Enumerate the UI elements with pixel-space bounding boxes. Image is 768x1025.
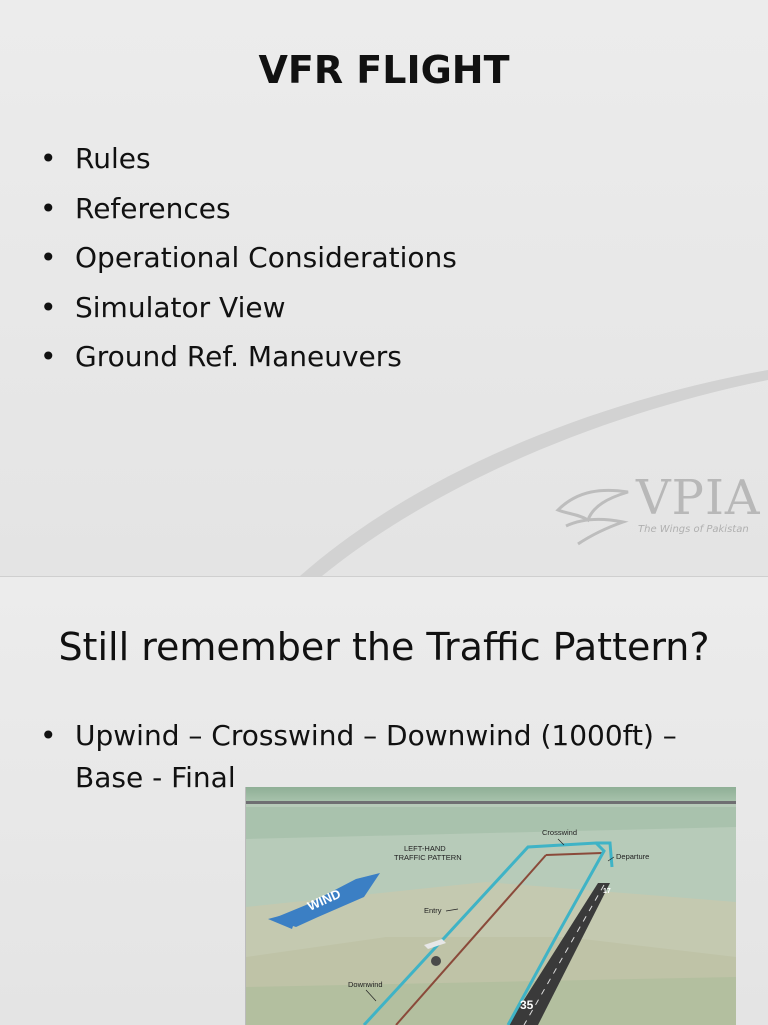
pattern-label-line1: LEFT-HAND — [404, 844, 446, 853]
slide-traffic-pattern — [0, 577, 768, 1025]
departure-label: Departure — [616, 852, 650, 861]
pattern-label-line2: TRAFFIC PATTERN — [394, 853, 462, 862]
traffic-pattern-illustration — [246, 787, 736, 1025]
bullet-item: • Simulator View — [40, 290, 286, 324]
bullet-item: • References — [40, 191, 231, 225]
bullet-item: • Operational Considerations — [40, 241, 457, 274]
entry-label: Entry — [424, 906, 442, 915]
bullet-list — [40, 141, 457, 389]
vpia-logo — [548, 470, 768, 560]
traffic-pattern-diagram — [245, 787, 736, 1025]
slide-title: VFR FLIGHT — [258, 48, 510, 92]
bullet-item: • Upwind – Crosswind – Downwind (1000ft) – Base - Final — [40, 719, 677, 794]
runway-near-number: 35 — [520, 998, 534, 1012]
runway-far-number: 17 — [603, 888, 611, 895]
bird-emblem-icon — [548, 470, 638, 550]
logo-tagline: The Wings of Pakistan — [638, 524, 749, 535]
logo-text: VPIA — [636, 470, 761, 526]
slide-title: Still remember the Traffic Pattern? — [58, 625, 710, 669]
bullet-item: • Rules — [40, 142, 151, 175]
wind-label: WIND — [305, 885, 343, 914]
downwind-label: Downwind — [348, 980, 383, 989]
crosswind-label: Crosswind — [542, 828, 578, 837]
bullet-item: • Ground Ref. Maneuvers — [40, 340, 402, 373]
